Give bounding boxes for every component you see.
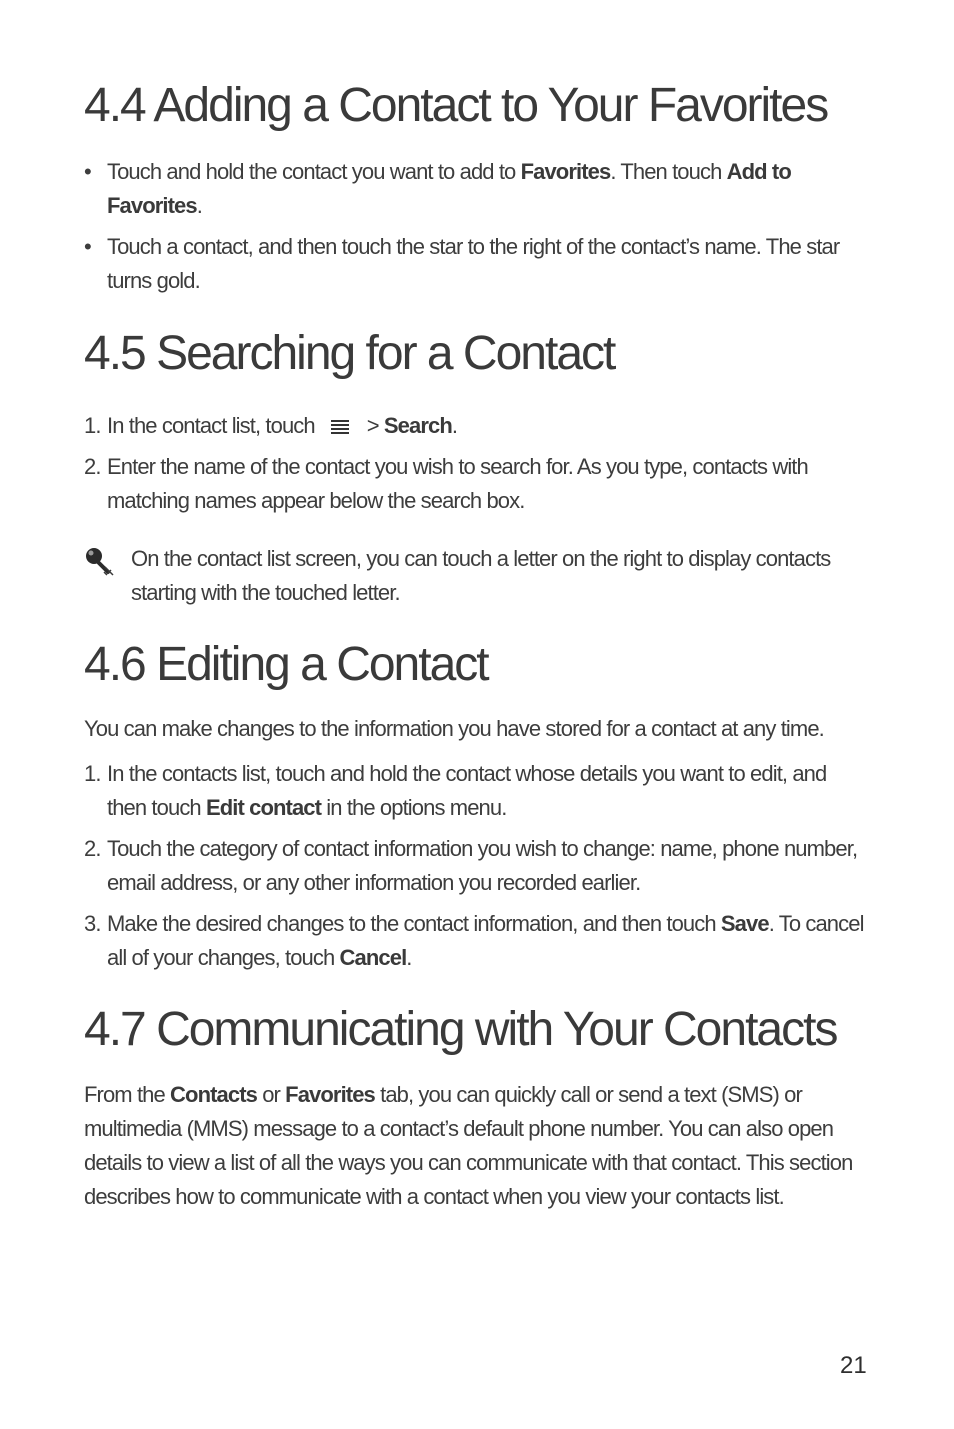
edit-step-2 [84,832,870,900]
edit-step-3 [84,907,870,975]
search-step-1 [84,409,870,443]
bullet-marker: • [84,159,91,184]
tip-text: On the contact list screen, you can touch a letter on the right to display contacts starting with the touched letter. [131,546,831,605]
search-step-2 [84,450,870,518]
favorites-bullet-1 [84,155,870,223]
step-number: 3. [84,911,101,936]
step-number: 1. [84,413,101,438]
bullet-marker: • [84,234,91,259]
step-text: Touch the category of contact information you wish to change: name, phone number, email address, or any other information you recorded earlier. [107,836,858,895]
section-4-5-heading: 4.5 Searching for a Contact [84,327,615,380]
section-4-4-heading: 4.4 Adding a Contact to Your Favorites [84,79,828,132]
bullet-text: Touch and hold the contact you want to add to Favorites. Then touch Add to Favorites. [107,159,791,218]
bullet-text: Touch a contact, and then touch the star to the right of the contact’s name. The star turns gold. [107,234,840,293]
communicating-paragraph: From the Contacts or Favorites tab, you can quickly call or send a text (SMS) or multimedia (MMS) message to a contact’s default phone number. You can also open details to view a list of all the ways you can communicate with that contact. This section describes how to communicate with a contact when you view your contacts list. [84,1082,853,1209]
step-text: Enter the name of the contact you wish to search for. As you type, contacts with matching names appear below the search box. [107,454,808,513]
edit-step-1 [84,757,870,825]
page-number: 21 [840,1352,867,1379]
step-text: In the contact list, touch > Search. [107,413,458,438]
step-number: 2. [84,454,101,479]
section-4-7-heading: 4.7 Communicating with Your Contacts [84,1003,837,1056]
step-number: 1. [84,761,101,786]
step-number: 2. [84,836,101,861]
step-text: Make the desired changes to the contact information, and then touch Save. To cancel all of your changes, touch Cancel. [107,911,864,970]
menu-icon [331,411,349,427]
editing-intro: You can make changes to the information you have stored for a contact at any time. [84,716,824,741]
tip-note [84,542,870,610]
section-4-6-heading: 4.6 Editing a Contact [84,638,488,691]
lightbulb-tip-icon [84,546,118,580]
step-text: In the contacts list, touch and hold the contact whose details you want to edit, and then touch Edit contact in the options menu. [107,761,827,820]
favorites-bullet-2 [84,230,870,298]
